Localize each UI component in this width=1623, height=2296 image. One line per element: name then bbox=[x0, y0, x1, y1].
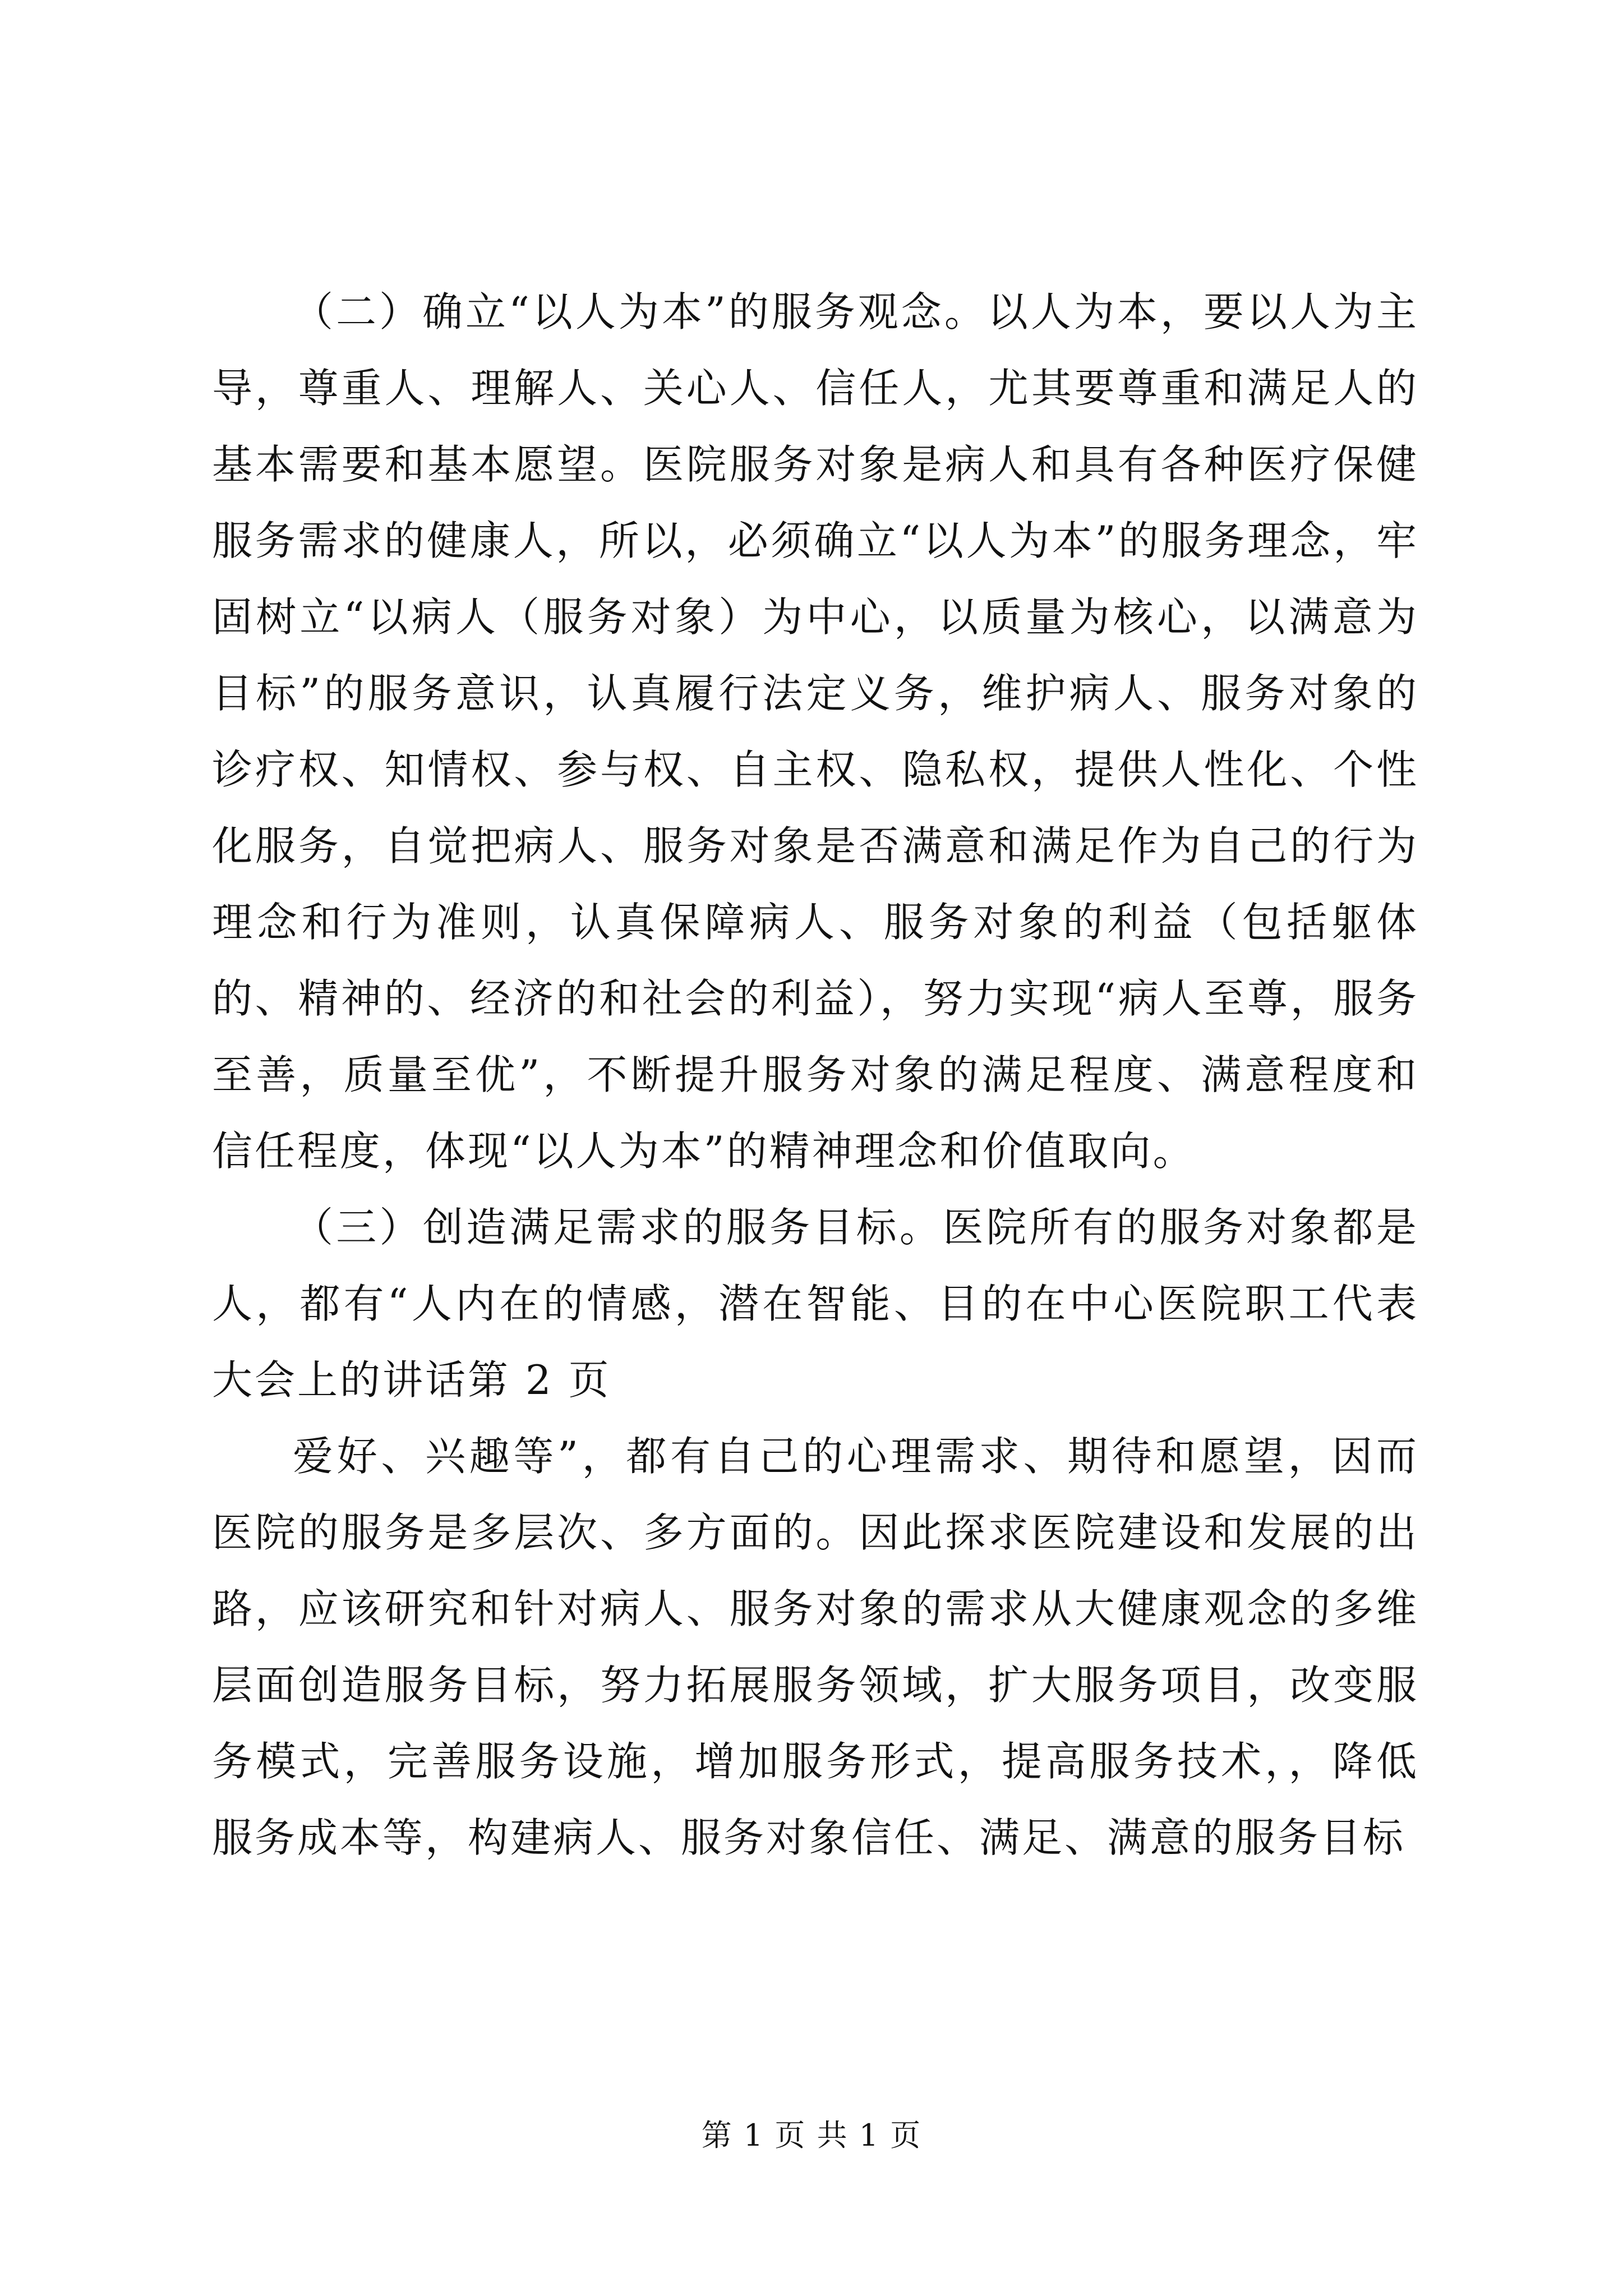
paragraph-service-goal-continued: 爱好、兴趣等”，都有自己的心理需求、期待和愿望，因而医院的服务是多层次、多方面的。因此探求医院建设和发展的出路，应该研究和针对病人、服务对象的需求从大健康观念的多维层面创造服务目标，努力拓展服务领域，扩大服务项目，改变服务模式，完善服务设施，增加服务形式，提高服务技术，，降低服务成本等，构建病人、服务对象信任、满足、满意的服务目标 bbox=[212, 1433, 1419, 1861]
paragraph-service-concept: （二）确立“以人为本”的服务观念。以人为本，要以人为主导，尊重人、理解人、关心人、信任人，尤其要尊重和满足人的基本需要和基本愿望。医院服务对象是病人和具有各种医疗保健服务需求的健康人，所以，必须确立“以人为本”的服务理念，牢固树立“以病人（服务对象）为中心，以质量为核心，以满意为目标”的服务意识，认真履行法定义务，维护病人、服务对象的诊疗权、知情权、参与权、自主权、隐私权，提供人性化、个性化服务，自觉把病人、服务对象是否满意和满足作为自己的行为理念和行为准则，认真保障病人、服务对象的利益（包括躯体的、精神的、经济的和社会的利益），努力实现“病人至尊，服务至善，质量至优”，不断提升服务对象的满足程度、满意程度和信任程度，体现“以人为本”的精神理念和价值取向。 bbox=[212, 288, 1419, 1175]
paragraph-service-goal: （三）创造满足需求的服务目标。医院所有的服务对象都是人，都有“人内在的情感，潜在智能、目的在中心医院职工代表大会上的讲话第 2 页 bbox=[212, 1204, 1419, 1404]
page-number-footer: 第 1 页 共 1 页 bbox=[701, 2118, 922, 2153]
document-body bbox=[212, 274, 1419, 1876]
